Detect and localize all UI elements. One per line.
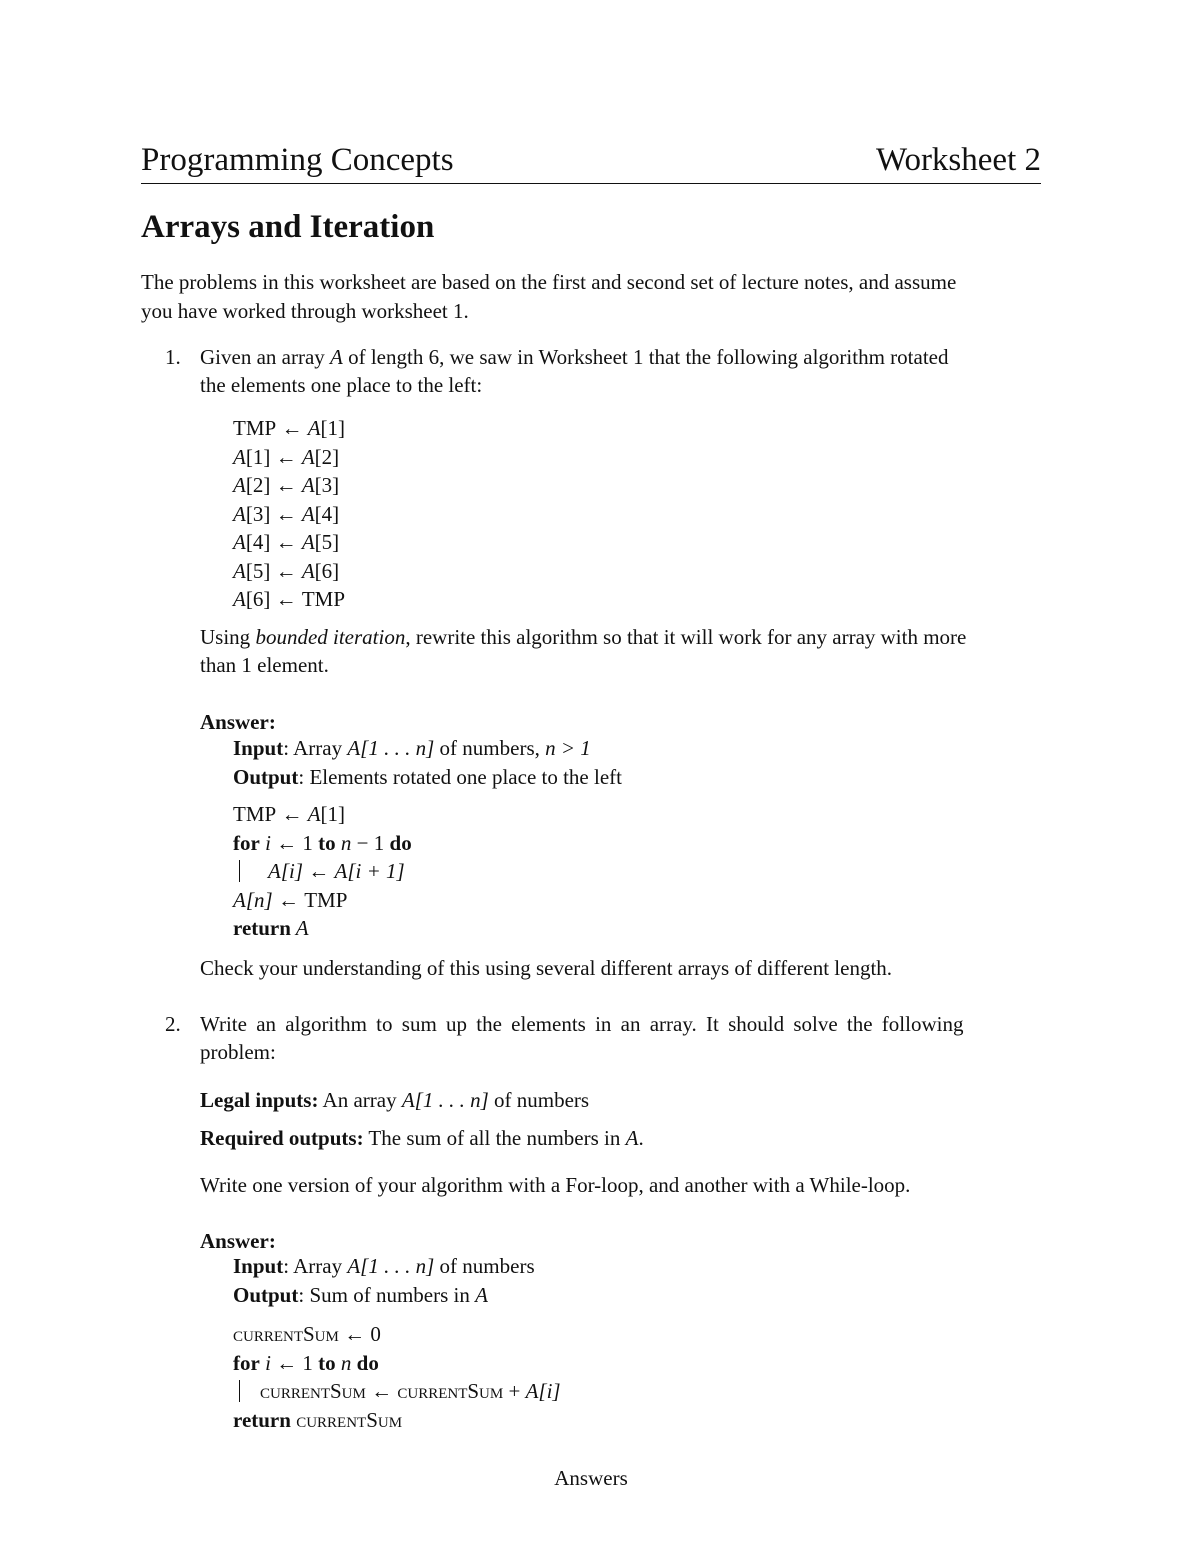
code-token: [2] ← <box>245 473 302 497</box>
code-line <box>233 528 345 557</box>
versions-instruction: Write one version of your algorithm with a For-loop, and another with a While-loop. <box>200 1173 911 1197</box>
keyword: to <box>318 1350 336 1375</box>
page-header <box>141 140 1041 180</box>
code-line <box>233 1406 561 1435</box>
code-token: A <box>301 473 315 497</box>
statement-text: Given an array <box>200 345 331 369</box>
code-token: n <box>335 1350 352 1375</box>
problem-1-task <box>200 623 1041 679</box>
code-token: ← <box>365 1379 398 1403</box>
code-token: currentSum <box>290 1407 403 1432</box>
code-token: [6] ← <box>245 587 302 611</box>
code-token: [6] <box>314 558 340 583</box>
code-token: ← 1 <box>270 830 319 855</box>
code-line <box>233 857 412 886</box>
legal-inputs <box>200 1086 1041 1114</box>
code-token: A <box>233 444 246 469</box>
loop-body-bar <box>239 860 240 882</box>
header-rule <box>141 183 1041 184</box>
output-label: Output <box>233 1282 299 1307</box>
page-footer: Answers <box>554 1466 628 1490</box>
section-title: Arrays and Iteration <box>141 209 435 245</box>
keyword: for <box>233 830 260 855</box>
code-token: A <box>268 859 281 883</box>
code-token: A <box>233 887 246 912</box>
problem-number: 2. <box>165 1012 181 1036</box>
statement-text: of length 6, we saw in Worksheet 1 that the following algorithm rotated <box>342 345 949 369</box>
spec-text: . <box>638 1126 644 1150</box>
code-token: ← 1 <box>270 1350 319 1375</box>
keyword: return <box>233 1407 291 1432</box>
code-token: A <box>233 558 246 583</box>
task-text: than 1 element. <box>200 653 329 677</box>
code-token: [i] <box>538 1379 561 1403</box>
code-token: A <box>233 587 246 611</box>
code-line <box>233 829 412 858</box>
required-outputs-label: Required outputs: <box>200 1126 364 1150</box>
code-line <box>233 886 412 915</box>
code-token: [i + 1] <box>347 859 405 883</box>
code-line <box>233 500 345 529</box>
code-token: ← <box>276 802 308 826</box>
math-expr: A[1 . . . n] <box>347 1254 435 1278</box>
keyword: to <box>318 830 336 855</box>
code-line <box>233 585 345 614</box>
intro-paragraph <box>141 268 1041 325</box>
code-token: currentSum <box>233 1322 339 1346</box>
math-expr: A <box>475 1282 488 1307</box>
code-token: [4] <box>314 501 340 526</box>
code-token: A <box>233 530 246 554</box>
problem-number: 1. <box>165 345 181 369</box>
code-token: − 1 <box>351 830 390 855</box>
math-expr: A <box>625 1126 639 1150</box>
code-token: TMP <box>301 587 346 611</box>
code-token: [1] <box>320 416 346 440</box>
code-line <box>233 1377 561 1406</box>
answer-label: Answer: <box>200 1229 276 1253</box>
code-token: TMP <box>304 887 348 912</box>
io-text: of numbers <box>434 1254 535 1278</box>
code-token: A <box>301 444 315 469</box>
task-text: , rewrite this algorithm so that it will work for any array with more <box>405 625 967 649</box>
io-text: : Array <box>283 736 348 760</box>
code-token: ← 0 <box>338 1322 381 1346</box>
code-token: [1] <box>320 802 346 826</box>
code-token: A <box>301 501 315 526</box>
code-token: i <box>259 1350 271 1375</box>
code-token: [5] <box>314 530 340 554</box>
io-text: : Array <box>283 1254 348 1278</box>
legal-inputs-label: Legal inputs: <box>200 1088 319 1112</box>
code-token: A <box>233 501 246 526</box>
required-outputs <box>200 1124 1041 1152</box>
spec-text: of numbers <box>488 1088 590 1112</box>
math-expr: n > 1 <box>545 736 591 760</box>
code-line <box>233 443 345 472</box>
code-token: A <box>307 802 321 826</box>
problem-1-statement <box>200 343 1041 399</box>
code-token: A <box>301 558 315 583</box>
output-label: Output <box>233 764 299 789</box>
math-expr: A[1 . . . n] <box>401 1088 489 1112</box>
problem-2-statement <box>200 1010 1041 1066</box>
code-token: TMP <box>233 802 277 826</box>
task-text: Using <box>200 625 256 649</box>
code-token: [5] ← <box>245 558 302 583</box>
code-token: A <box>307 416 321 440</box>
code-line <box>233 1349 561 1378</box>
course-title: Programming Concepts <box>141 142 454 178</box>
code-token: [3] <box>314 473 340 497</box>
keyword: return <box>233 916 291 940</box>
keyword: for <box>233 1350 260 1375</box>
code-token: n <box>335 830 352 855</box>
code-token: TMP <box>233 416 277 440</box>
io-text: : Sum of numbers in <box>298 1282 476 1307</box>
code-token: [3] ← <box>245 501 302 526</box>
spec-text: The sum of all the numbers in <box>363 1126 626 1150</box>
code-token: [i] <box>280 859 304 883</box>
code-token: [2] <box>314 444 340 469</box>
code-token: A <box>290 916 309 940</box>
code-token: A <box>525 1379 539 1403</box>
code-token: ← <box>272 887 305 912</box>
statement-text: Write an algorithm to sum up the elements in an array. It should solve the following <box>200 1012 964 1036</box>
math-var: A <box>330 345 343 369</box>
io-text: of numbers, <box>434 736 546 760</box>
problem-2-solution <box>233 1320 561 1434</box>
input-label: Input <box>233 1254 284 1278</box>
problem-2-io <box>233 1252 535 1309</box>
statement-text: the elements one place to the left: <box>200 373 483 397</box>
code-line <box>233 471 345 500</box>
code-line <box>233 1320 561 1349</box>
code-token: ← <box>303 859 335 883</box>
code-token: A <box>301 530 315 554</box>
code-token: ← <box>276 416 308 440</box>
statement-text: problem: <box>200 1040 276 1064</box>
keyword: do <box>351 1350 379 1375</box>
worksheet-number: Worksheet 2 <box>875 142 1041 178</box>
code-line <box>233 414 345 443</box>
code-token: currentSum <box>260 1379 366 1403</box>
code-token: [4] ← <box>245 530 302 554</box>
problem-1-solution <box>233 800 412 943</box>
io-text: : Elements rotated one place to the left <box>298 764 622 789</box>
code-line <box>233 914 412 943</box>
intro-line: you have worked through worksheet 1. <box>141 298 469 323</box>
keyword: do <box>389 830 412 855</box>
intro-line: The problems in this worksheet are based on the first and second set of lecture notes, and assume <box>141 270 957 294</box>
answer-label: Answer: <box>200 710 276 734</box>
code-token: A <box>233 473 246 497</box>
code-token: i <box>259 830 271 855</box>
code-token: [1] ← <box>245 444 302 469</box>
math-expr: A[1 . . . n] <box>347 736 435 760</box>
code-token: + <box>503 1379 526 1403</box>
loop-body-bar <box>239 1380 240 1402</box>
problem-1-check: Check your understanding of this using several different arrays of different length. <box>200 956 893 980</box>
code-line <box>233 800 412 829</box>
task-emphasis: bounded iteration <box>255 625 406 649</box>
code-token: [n] <box>245 887 273 912</box>
problem-1-io <box>233 734 622 791</box>
code-token: A <box>334 859 348 883</box>
spec-text: An array <box>318 1088 402 1112</box>
input-label: Input <box>233 736 284 760</box>
code-line <box>233 557 345 586</box>
rotation-algorithm <box>233 414 345 614</box>
code-token: currentSum <box>397 1379 504 1403</box>
